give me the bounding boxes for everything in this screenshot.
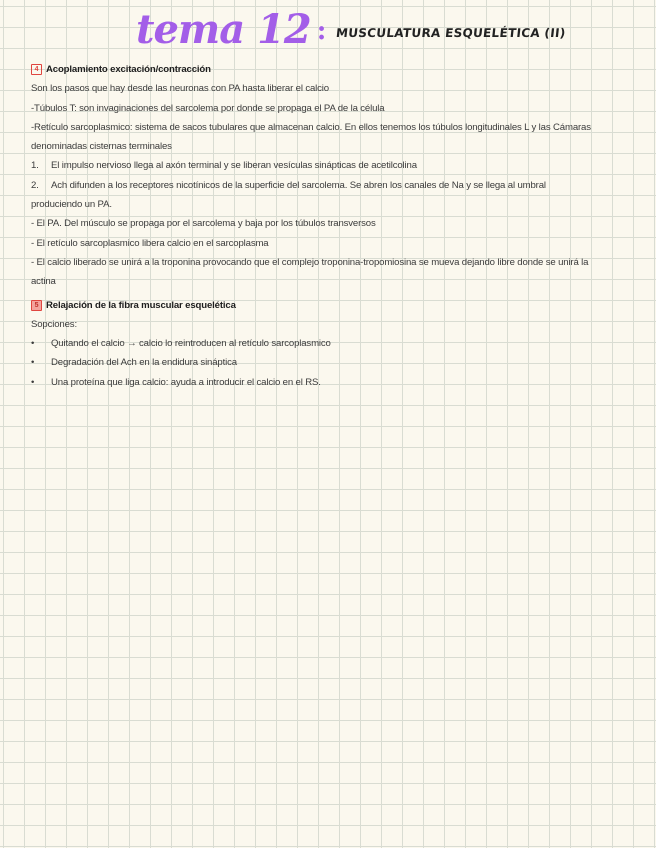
section-number-badge: 4: [31, 64, 42, 75]
text-line: denominadas cisternas terminales: [31, 141, 172, 153]
title-colon: :: [316, 16, 327, 46]
text-line: -Túbulos T: son invaginaciones del sarcolema por donde se propaga el PA de la célula: [31, 102, 385, 114]
bullet-item: [31, 353, 631, 372]
text-line: actina: [31, 276, 56, 288]
text-line: - El retículo sarcoplasmico libera calcio en el sarcoplasma: [31, 237, 269, 249]
text-line: Son los pasos que hay desde las neuronas con PA hasta liberar el calcio: [31, 83, 329, 95]
title-main: tema 12: [136, 6, 311, 53]
notes-content: [31, 60, 631, 392]
section-heading-text: Relajación de la fibra muscular esquelética: [46, 299, 236, 311]
title-subtitle: MUSCULATURA ESQUELÉTICA (II): [335, 26, 567, 40]
bullet-marker: •: [31, 357, 35, 369]
list-item-text: Degradación del Ach en la endidura sináptica: [51, 357, 237, 369]
bullet-item: [31, 334, 631, 353]
text-line: - El PA. Del músculo se propaga por el sarcolema y baja por los túbulos transversos: [31, 218, 376, 230]
text-line: -Retículo sarcoplasmico: sistema de sacos tubulares que almacenan calcio. En ellos tenemos los túbulos longitudinales L y las Cámaras: [31, 121, 591, 133]
text-line: - El calcio liberado se unirá a la troponina provocando que el complejo troponina-tropomiosina se mueva dejando libre donde se unirá la: [31, 256, 589, 268]
list-item-text: El impulso nervioso llega al axón terminal y se liberan vesículas sinápticas de acetilcolina: [51, 160, 417, 172]
section-heading-4: [31, 60, 631, 79]
numbered-item: [31, 176, 631, 195]
list-item-text: Quitando el calcio → calcio lo reintroducen al retículo sarcoplasmico: [51, 338, 331, 350]
numbered-item: [31, 156, 631, 175]
bullet-item: [31, 373, 631, 392]
section-heading-text: Acoplamiento excitación/contracción: [46, 64, 211, 75]
page-title: [136, 4, 567, 53]
bullet-marker: •: [31, 338, 35, 350]
list-item-text: Ach difunden a los receptores nicotínicos de la superficie del sarcolema. Se abren los canales de Na y se llega al umbral: [51, 179, 546, 191]
list-marker: 1.: [31, 160, 39, 172]
text-line: Sopciones:: [31, 318, 77, 330]
list-item-text: Una proteína que liga calcio: ayuda a introducir el calcio en el RS.: [51, 376, 321, 388]
text-line: produciendo un PA.: [31, 199, 112, 211]
section-number-badge: 5: [31, 300, 42, 311]
section-heading-5: [31, 296, 631, 315]
list-marker: 2.: [31, 179, 39, 191]
bullet-marker: •: [31, 376, 35, 388]
